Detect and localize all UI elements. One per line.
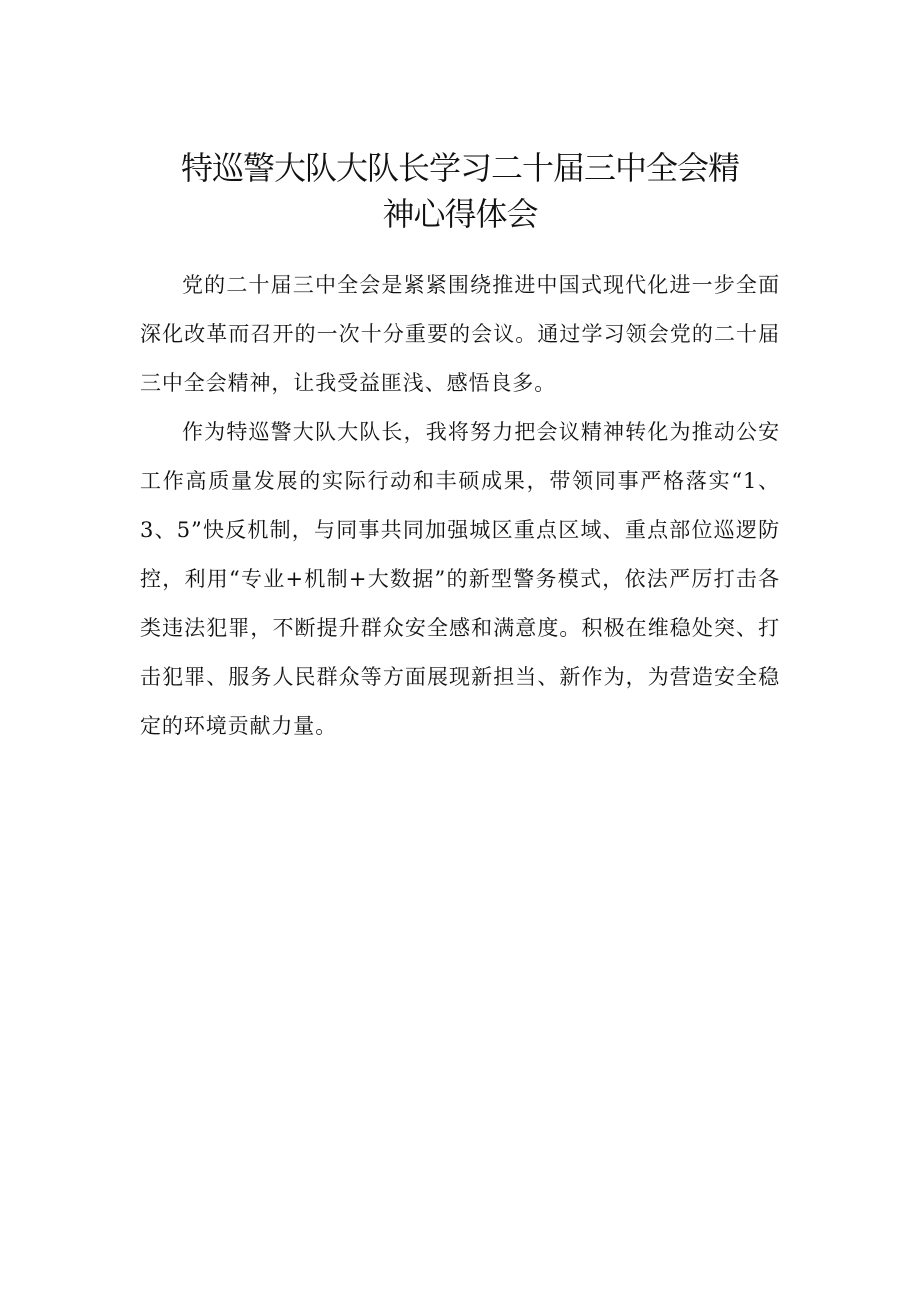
title-line-2: 神心得体会 — [382, 195, 538, 233]
document-title — [160, 145, 760, 237]
title-line-1: 特巡警大队大队长学习二十届三中全会精 — [180, 149, 739, 187]
paragraph-1: 党的二十届三中全会是紧紧围绕推进中国式现代化进一步全面深化改革而召开的一次十分重要的会议。通过学习领会党的二十届三中全会精神，让我受益匪浅、感悟良多。 — [140, 273, 780, 395]
paragraph-2: 作为特巡警大队大队长，我将努力把会议精神转化为推动公安工作高质量发展的实际行动和丰硕成果，带领同事严格落实“1、3、5”快反机制，与同事共同加强城区重点区域、重点部位巡逻防控，利用“专业+机制+大数据”的新型警务模式，依法严厉打击各类违法犯罪，不断提升群众安全感和满意度。积极在维稳处突、打击犯罪、服务人民群众等方面展现新担当、新作为，为营造安全稳定的环境贡献力量。 — [140, 420, 780, 738]
document-body — [140, 261, 780, 751]
